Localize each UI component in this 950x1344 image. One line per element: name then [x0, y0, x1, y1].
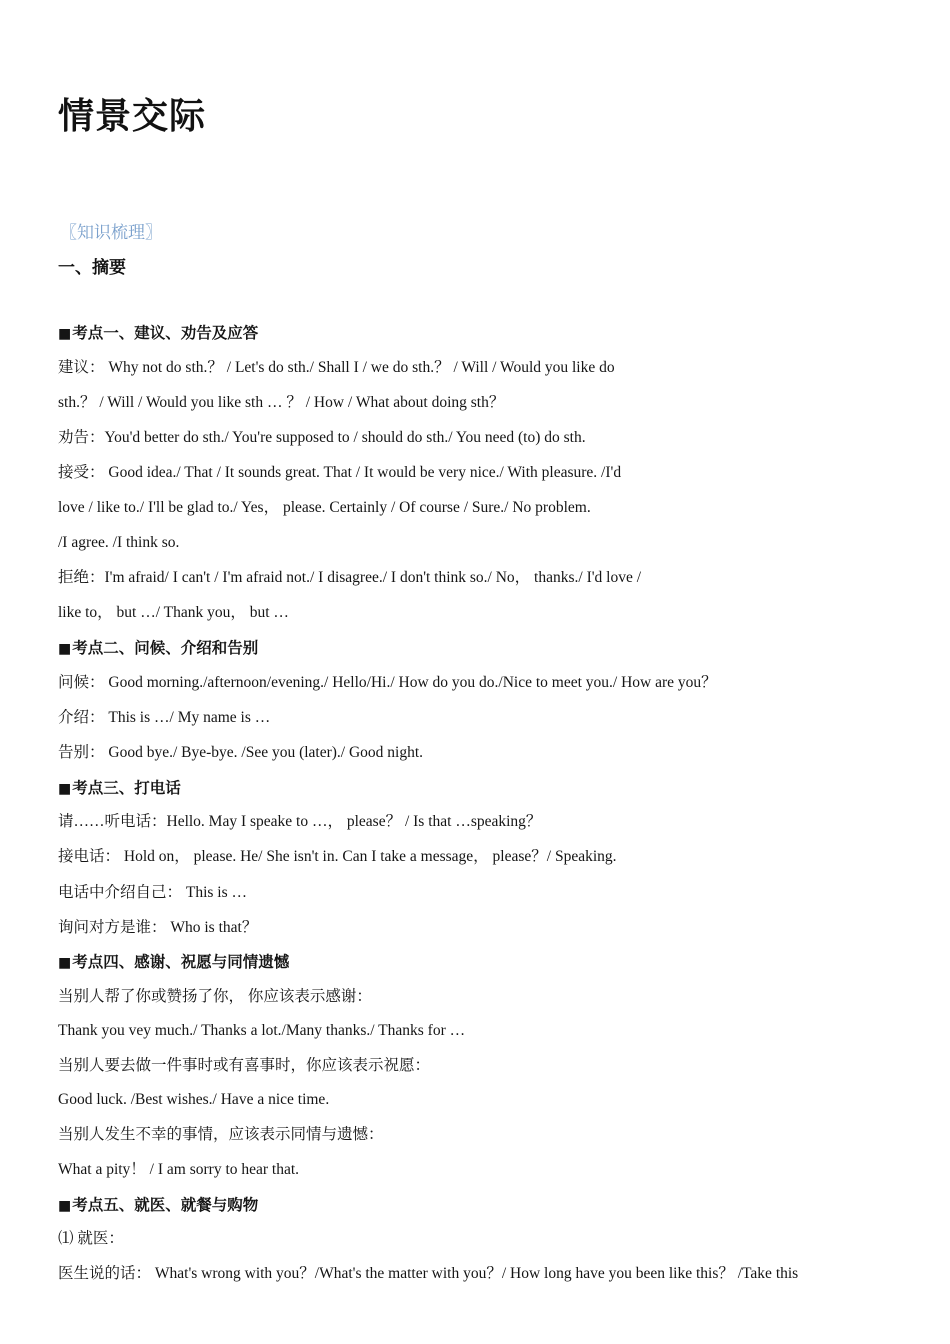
point-1-line: sth.？ / Will / Would you like sth … ？ / How / What about doing sth？ [58, 394, 505, 411]
square-bullet-icon: ■ [58, 781, 72, 797]
square-bullet-icon: ■ [58, 641, 72, 657]
point-2-line: 告别： Good bye./ Bye-bye. /See you (later)./ Good night. [58, 744, 424, 761]
point-3-line: 接电话： Hold on， please. He/ She isn't in. Can I take a message， please？/ Speaking. [58, 848, 617, 865]
point-1-heading: ■考点一、建议、劝告及应答 [58, 324, 259, 342]
point-2-line: 介绍： This is …/ My name is … [58, 709, 271, 726]
point-1-line: like to， but …/ Thank you， but … [58, 604, 289, 621]
point-1-line: 拒绝：I'm afraid/ I can't / I'm afraid not./ I disagree./ I don't think so./ No， thanks./ I'd love / [58, 569, 642, 586]
point-1-line: love / like to./ I'll be glad to./ Yes， please. Certainly / Of course / Sure./ No problem. [58, 499, 591, 516]
point-3-line: 询问对方是谁： Who is that？ [58, 919, 258, 936]
point-2-line: 问候： Good morning./afternoon/evening./ Hello/Hi./ How do you do./Nice to meet you./ How are you？ [58, 674, 717, 691]
square-bullet-icon: ■ [58, 955, 72, 971]
point-5-heading: ■考点五、就医、就餐与购物 [58, 1196, 259, 1214]
point-4-heading: ■考点四、感谢、祝愿与同情遗憾 [58, 953, 290, 971]
point-4-line: 当别人发生不幸的事情，应该表示同情与遗憾： [58, 1126, 384, 1143]
heading-summary: 一、摘要 [58, 258, 126, 278]
point-4-line: What a pity！ / I am sorry to hear that. [58, 1161, 300, 1178]
point-1-line: 建议： Why not do sth.？ / Let's do sth./ Shall I / we do sth.？ / Will / Would you like do [58, 359, 615, 376]
point-1-line: 劝告：You'd better do sth./ You're supposed to / should do sth./ You need (to) do sth. [58, 429, 586, 446]
point-5-line: 医生说的话： What's wrong with you？/What's the matter with you？/ How long have you been like this？ /Take this [58, 1265, 799, 1282]
square-bullet-icon: ■ [58, 1198, 72, 1214]
point-1-line: /I agree. /I think so. [58, 534, 180, 551]
point-3-line: 请……听电话：Hello. May I speake to …， please？ / Is that …speaking？ [58, 813, 542, 830]
section-tag: 〖知识梳理〗 [60, 223, 162, 243]
point-4-line: 当别人要去做一件事时或有喜事时，你应该表示祝愿： [58, 1057, 431, 1074]
point-4-line: Thank you vey much./ Thanks a lot./Many thanks./ Thanks for … [58, 1022, 466, 1039]
point-4-line: 当别人帮了你或赞扬了你， 你应该表示感谢： [58, 988, 372, 1005]
point-4-line: Good luck. /Best wishes./ Have a nice time. [58, 1091, 330, 1108]
point-3-line: 电话中介绍自己： This is … [58, 884, 248, 901]
point-3-heading: ■考点三、打电话 [58, 779, 181, 797]
point-2-heading: ■考点二、问候、介绍和告别 [58, 639, 259, 657]
point-5-line: ⑴ 就医： [58, 1230, 124, 1247]
page-title: 情景交际 [58, 96, 207, 137]
square-bullet-icon: ■ [58, 326, 72, 342]
point-1-line: 接受： Good idea./ That / It sounds great. That / It would be very nice./ With pleasure. /I'd [58, 464, 622, 481]
